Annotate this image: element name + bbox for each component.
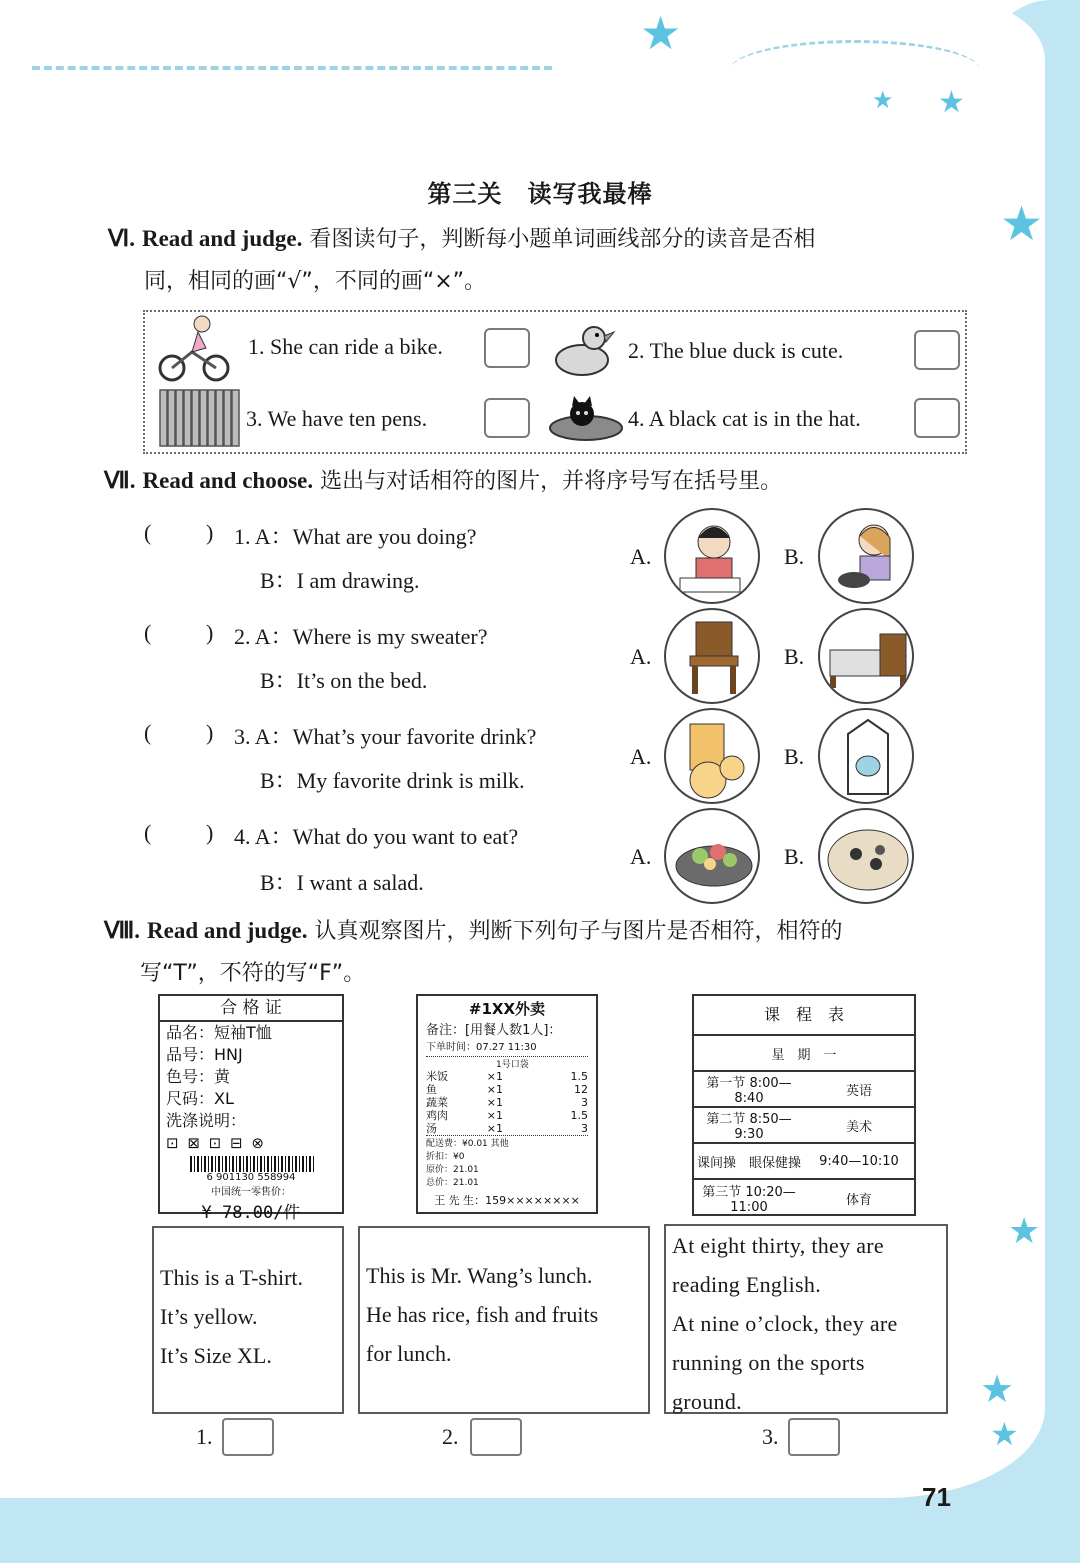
star-icon: ★ <box>640 6 682 60</box>
section-6-heading <box>108 218 988 303</box>
vii-q4-b: B：I want a salad. <box>260 870 424 895</box>
statement-line: At nine o’clock, they are <box>672 1311 898 1336</box>
section-6-instruction-1: 看图读句子，判断每小题单词画线部分的读音是否相 <box>309 227 816 252</box>
statement-line: It’s yellow. <box>160 1304 258 1329</box>
paren-open: ( <box>144 820 152 845</box>
decorative-dashed-line <box>32 66 552 70</box>
price-caption: 中国统一零售价： <box>211 1187 291 1198</box>
schedule-row: 课间操 眼保健操 9:40—10:10 <box>694 1144 914 1180</box>
statement-line: for lunch. <box>366 1341 452 1366</box>
star-icon: ★ <box>980 1367 1015 1411</box>
salad-picture <box>664 808 760 904</box>
label-row: 洗涤说明： <box>166 1111 247 1130</box>
answer-box-vi-3[interactable] <box>484 398 530 438</box>
soup-picture <box>818 808 914 904</box>
schedule-row: 第一节 8:00—8:40 英语 <box>694 1072 914 1108</box>
answer-box-vi-4[interactable] <box>914 398 960 438</box>
paren-open: ( <box>144 620 152 645</box>
schedule-day: 星 期 一 <box>694 1036 914 1072</box>
section-8-roman: Ⅷ. <box>104 918 141 943</box>
receipt-item-row: 米饭 ×1 1.5 <box>426 1070 588 1083</box>
vii-q1-a: 1. A：What are you doing? <box>234 524 477 549</box>
answer-blank-vii-2[interactable] <box>158 618 204 648</box>
statement-line: running on the sports <box>672 1350 865 1375</box>
statement-box-1 <box>152 1226 344 1414</box>
section-8-instruction-1: 认真观察图片，判断下列句子与图片是否相符，相符的 <box>314 919 843 944</box>
statement-line: He has rice, fish and fruits <box>366 1302 599 1327</box>
answer-blank-vii-3[interactable] <box>158 718 204 748</box>
section-6-instruction-2: 同，相同的画“√”，不同的画“×”。 <box>144 269 487 294</box>
answer-box-viii-2[interactable] <box>470 1418 522 1456</box>
star-icon: ★ <box>1008 1211 1041 1252</box>
answer-box-vi-1[interactable] <box>484 328 530 368</box>
statement-line: reading English. <box>672 1272 821 1297</box>
option-b-label: B. <box>784 744 805 769</box>
receipt-item-row: 鱼 ×1 12 <box>426 1083 588 1096</box>
statement-line: At eight thirty, they are <box>672 1233 884 1258</box>
statement-line: It’s Size XL. <box>160 1343 272 1368</box>
receipt-discount: 折扣：¥0 <box>426 1152 465 1162</box>
receipt-item-row: 鸡肉 ×1 1.5 <box>426 1109 588 1122</box>
bed-picture <box>818 608 914 704</box>
care-icons: ⊡ ⊠ ⊡ ⊟ ⊗ <box>166 1134 266 1152</box>
milk-carton-picture <box>818 708 914 804</box>
section-8-heading <box>104 910 984 995</box>
paren-open: ( <box>144 720 152 745</box>
vi-item-4: 4. A black cat is in the hat. <box>628 406 861 431</box>
statement-box-3 <box>664 1224 948 1414</box>
price: ¥ 78.00/件 <box>201 1203 301 1223</box>
cat-in-hat-picture <box>548 390 624 446</box>
vi-item-1: 1. She can ride a bike. <box>248 334 443 359</box>
vii-q2-b: B：It’s on the bed. <box>260 668 428 693</box>
clothing-label-card <box>158 994 344 1223</box>
star-icon: ★ <box>990 1415 1019 1453</box>
star-icon: ★ <box>872 86 894 114</box>
girl-riding-bike-picture <box>158 312 234 382</box>
receipt-total: 总价：21.01 <box>426 1178 479 1188</box>
delivery-receipt-card <box>416 994 598 1214</box>
girl-drawing-picture <box>664 508 760 604</box>
barcode-number: 6 901130 558994 <box>206 1172 296 1183</box>
vi-item-2: 2. The blue duck is cute. <box>628 338 844 363</box>
paren-close: ) <box>206 520 214 545</box>
option-b-label: B. <box>784 844 805 869</box>
paren-close: ) <box>206 720 214 745</box>
schedule-row: 第二节 8:50—9:30 美术 <box>694 1108 914 1144</box>
section-6-roman: Ⅵ. <box>108 226 135 251</box>
star-icon: ★ <box>1000 196 1044 252</box>
paren-close: ) <box>206 620 214 645</box>
label-row: 品名：短袖T恤 <box>166 1023 272 1042</box>
vii-q1-b: B：I am drawing. <box>260 568 420 593</box>
vii-q3-a: 3. A：What’s your favorite drink? <box>234 724 537 749</box>
barcode-icon <box>190 1156 316 1172</box>
receipt-note: 备注：[用餐人数1人]： <box>426 1023 562 1038</box>
option-a-label: A. <box>630 744 652 769</box>
section-8-instruction-2: 写“T”，不符的写“F”。 <box>140 961 366 986</box>
answer-box-vi-2[interactable] <box>914 330 960 370</box>
answer-blank-vii-4[interactable] <box>158 818 204 848</box>
answer-blank-vii-1[interactable] <box>158 518 204 548</box>
answer-number-1: 1. <box>196 1424 213 1449</box>
answer-box-viii-1[interactable] <box>222 1418 274 1456</box>
receipt-item-row: 汤 ×1 3 <box>426 1122 588 1135</box>
statement-box-2 <box>358 1226 650 1414</box>
option-b-label: B. <box>784 644 805 669</box>
page-number: 71 <box>922 1482 951 1512</box>
orange-juice-picture <box>664 708 760 804</box>
section-8-title: Read and judge. <box>147 918 308 943</box>
receipt-title: #1XX外卖 <box>468 1000 546 1018</box>
statement-line: ground. <box>672 1389 742 1414</box>
statement-line: This is Mr. Wang’s lunch. <box>366 1263 593 1288</box>
receipt-customer: 王 先 生：159×××××××× <box>434 1194 580 1207</box>
page-title: 第三关 读写我最棒 <box>427 180 653 208</box>
duck-picture <box>552 320 616 378</box>
receipt-item-row: 蔬菜 ×1 3 <box>426 1096 588 1109</box>
paren-open: ( <box>144 520 152 545</box>
vi-item-3: 3. We have ten pens. <box>246 406 428 431</box>
option-a-label: A. <box>630 844 652 869</box>
paren-close: ) <box>206 820 214 845</box>
vii-q2-a: 2. A：Where is my sweater? <box>234 624 488 649</box>
receipt-original: 原价：21.01 <box>426 1165 479 1175</box>
answer-number-3: 3. <box>762 1424 779 1449</box>
answer-box-viii-3[interactable] <box>788 1418 840 1456</box>
statement-line: This is a T-shirt. <box>160 1265 304 1290</box>
label-card-title: 合 格 证 <box>160 996 342 1022</box>
star-icon: ★ <box>938 85 965 120</box>
section-7-instruction: 选出与对话相符的图片，并将序号写在括号里。 <box>320 469 783 494</box>
chair-picture <box>664 608 760 704</box>
section-7-title: Read and choose. <box>142 468 314 493</box>
vii-q3-b: B：My favorite drink is milk. <box>260 768 525 793</box>
section-7-roman: Ⅶ. <box>104 468 136 493</box>
schedule-title: 课 程 表 <box>694 996 914 1036</box>
girl-cooking-picture <box>818 508 914 604</box>
schedule-row: 第三节 10:20—11:00 体育 <box>702 1185 872 1215</box>
answer-number-2: 2. <box>442 1424 459 1449</box>
class-schedule-card <box>692 994 916 1216</box>
section-6-title: Read and judge. <box>141 226 303 251</box>
option-b-label: B. <box>784 544 805 569</box>
label-row: 色号：黄 <box>166 1067 231 1086</box>
label-row: 尺码：XL <box>166 1089 234 1108</box>
section-7-heading <box>104 460 984 503</box>
receipt-bag: 1号口袋 <box>496 1060 529 1070</box>
receipt-delivery: 配送费：¥0.01 其他 <box>426 1139 509 1149</box>
option-a-label: A. <box>630 644 652 669</box>
pens-picture <box>156 386 240 450</box>
vii-q4-a: 4. A：What do you want to eat? <box>234 824 519 849</box>
receipt-order-time: 下单时间：07.27 11:30 <box>426 1038 588 1057</box>
receipt-items <box>426 1070 588 1136</box>
label-row: 品号：HNJ <box>166 1045 243 1064</box>
option-a-label: A. <box>630 544 652 569</box>
